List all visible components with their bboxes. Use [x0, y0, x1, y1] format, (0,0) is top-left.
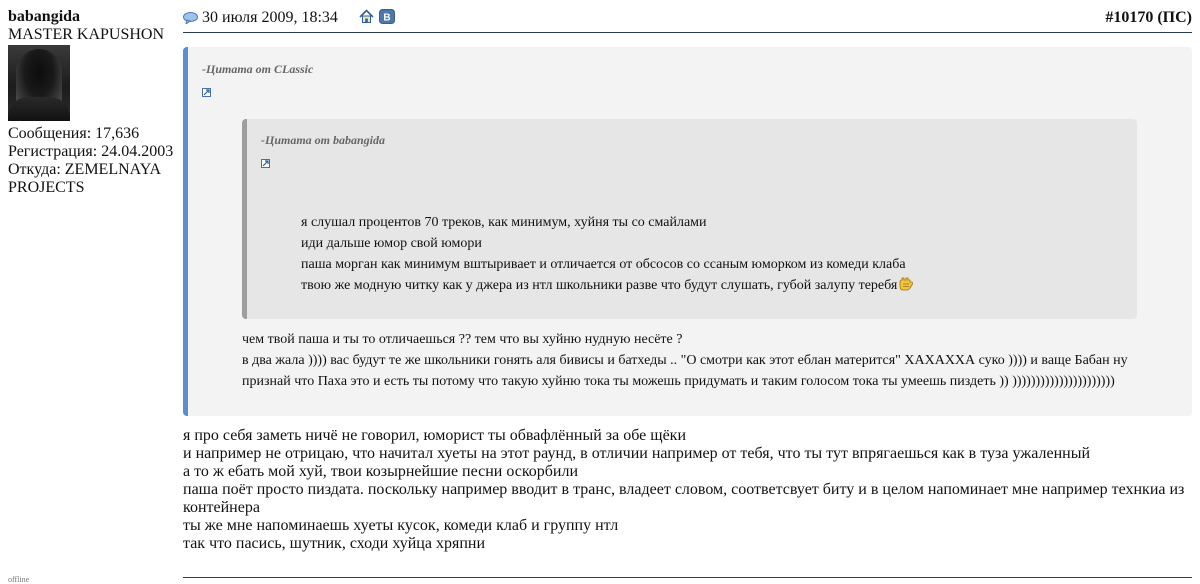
post-line: я про себя заметь ничё не говорил, юморист ты обвафлённый за обе щёки — [183, 427, 687, 444]
post-header — [183, 8, 1192, 33]
quote-line-with-smiley — [301, 275, 914, 298]
external-link-icon[interactable] — [261, 159, 270, 168]
post-line: ты же мне напоминаешь хуеты кусок, комеди клаб и группу нтл — [183, 517, 619, 534]
post-number-link[interactable]: #10170 (ПС) — [1105, 9, 1192, 26]
quote-block — [183, 47, 1192, 416]
post-line: паша поёт просто пиздата. поскольку например вводит в транс, владеет словом, соответсвует биту и в целом напоминает мне например технкиа из контейнера — [183, 481, 1185, 516]
author-panel — [8, 8, 178, 197]
nested-quote-title: -Цитата от babangida — [261, 133, 386, 147]
quote-line: твою же модную читку как у джера из нтл школьники разве что будут слушать, губой залупу теребя — [301, 278, 898, 293]
vk-icon[interactable] — [379, 9, 395, 29]
post-line: и например не отрицаю, что начитал хуеты на этот раунд, в отличии например от тебя, что ты тут впрягаешься как в туза ужаленный — [183, 445, 1091, 462]
post-line: а то ж ебать мой хуй, твои козырнейшие песни оскорбили — [183, 463, 579, 480]
post-body — [183, 427, 1192, 553]
quote-title: -Цитата от CLassic — [202, 62, 314, 76]
external-link-icon[interactable] — [202, 88, 211, 97]
quote-line: в два жала )))) вас будут те же школьники гонять аля бивисы и батхеды .. "О смотри как этот еблан матерится" ХАХАХХА суко )))) и ваще Бабан ну — [242, 353, 1128, 368]
quote-line: паша морган как минимум вштыривает и отличается от обсосов со ссаным юморком из комеди клаба — [301, 257, 906, 272]
online-status: offline — [8, 575, 30, 584]
speech-bubble-icon[interactable] — [183, 11, 198, 29]
nested-quote-block — [242, 119, 1137, 319]
nested-quote-text — [301, 212, 914, 298]
home-icon[interactable] — [359, 9, 374, 29]
author-username[interactable]: babangida — [8, 8, 81, 25]
svg-text:В: В — [383, 12, 391, 24]
author-post-count: Сообщения: 17,636 — [8, 125, 140, 142]
post-divider — [183, 577, 1192, 578]
quote-line: чем твой паша и ты то отличаешься ?? тем что вы хуйню нудную несёте ? — [242, 332, 683, 347]
quote-text — [242, 329, 1128, 392]
author-registration: Регистрация: 24.04.2003 — [8, 143, 174, 160]
post-line: так что пасись, шутник, сходи хуйца хряпни — [183, 535, 486, 552]
smiley-icon — [898, 277, 914, 298]
post-date: 30 июля 2009, 18:34 — [202, 9, 338, 26]
quote-line: я слушал процентов 70 треков, как минимум, хуйня ты со смайлами — [301, 215, 707, 230]
quote-line: признай что Паха это и есть ты потому что такую хуйню тока ты можешь придумать и таким голосом тока ты умеешь пиздеть )) )))))))))))))))))))))) — [242, 374, 1115, 389]
quote-line: иди дальше юмор свой юмори — [301, 236, 482, 251]
author-rank: MASTER KAPUSHON — [8, 26, 165, 43]
avatar — [8, 45, 70, 121]
author-location: Откуда: ZEMELNAYA PROJECTS — [8, 161, 161, 196]
